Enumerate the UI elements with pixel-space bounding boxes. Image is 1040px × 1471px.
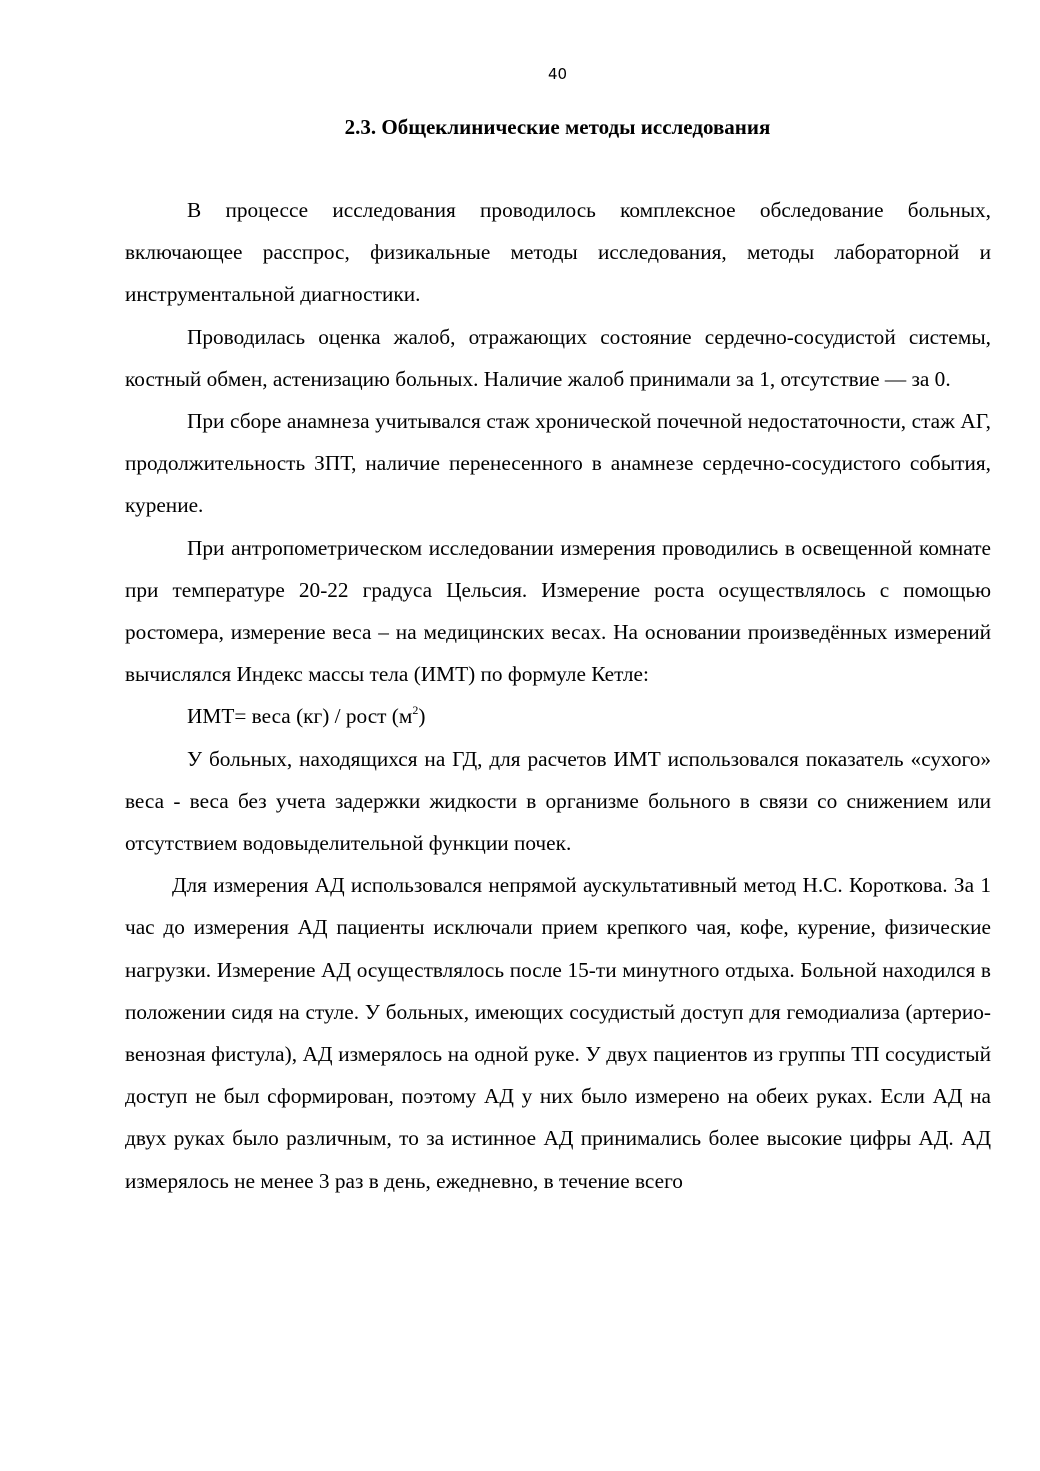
bmi-formula-superscript: 2	[412, 703, 419, 718]
page-number: 40	[547, 65, 568, 83]
bmi-formula	[125, 695, 991, 737]
document-body	[125, 189, 991, 1202]
paragraph-blood-pressure: Для измерения АД использовался непрямой аускультативный метод Н.С. Короткова. За 1 час до измерения АД пациенты исключали прием крепкого чая, кофе, курение, физические нагрузки. Измерение АД осуществлялось после 15-ти минутного отдыха. Больной находился в положении сидя на стуле. У больных, имеющих сосудистый доступ для гемодиализа (артерио-венозная фистула), АД измерялось на одной руке. У двух пациентов из группы ТП сосудистый доступ не был сформирован, поэтому АД у них было измерено на обеих руках. Если АД на двух руках было различным, то за истинное АД принимались более высокие цифры АД. АД измерялось не менее 3 раз в день, ежедневно, в течение всего	[125, 873, 991, 1193]
bmi-formula-closing: )	[418, 704, 426, 729]
paragraph-anthropometry: При антропометрическом исследовании измерения проводились в освещенной комнате при температуре 20-22 градуса Цельсия. Измерение роста осуществлялось с помощью ростомера, измерение веса – на медицинских весах. На основании произведённых измерений вычислялся Индекс массы тела (ИМТ) по формуле Кетле:	[125, 535, 991, 687]
bmi-formula-text: ИМТ= веса (кг) / рост (м	[187, 704, 413, 729]
paragraph-examination-overview: В процессе исследования проводилось комплексное обследование больных, включающее расспрос, физикальные методы исследования, методы лабораторной и инструментальной диагностики.	[125, 198, 991, 307]
paragraph-anamnesis: При сборе анамнеза учитывался стаж хронической почечной недостаточности, стаж АГ, продолжительность ЗПТ, наличие перенесенного в анамнезе сердечно-сосудистого события, курение.	[125, 409, 991, 518]
paragraph-dry-weight: У больных, находящихся на ГД, для расчетов ИМТ использовался показатель «сухого» веса - веса без учета задержки жидкости в организме больного в связи со снижением или отсутствием водовыделительной функции почек.	[125, 746, 991, 856]
paragraph-complaints: Проводилась оценка жалоб, отражающих состояние сердечно-сосудистой системы, костный обмен, астенизацию больных. Наличие жалоб принимали за 1, отсутствие — за 0.	[125, 324, 991, 391]
section-title: 2.3. Общеклинические методы исследования	[344, 115, 771, 139]
